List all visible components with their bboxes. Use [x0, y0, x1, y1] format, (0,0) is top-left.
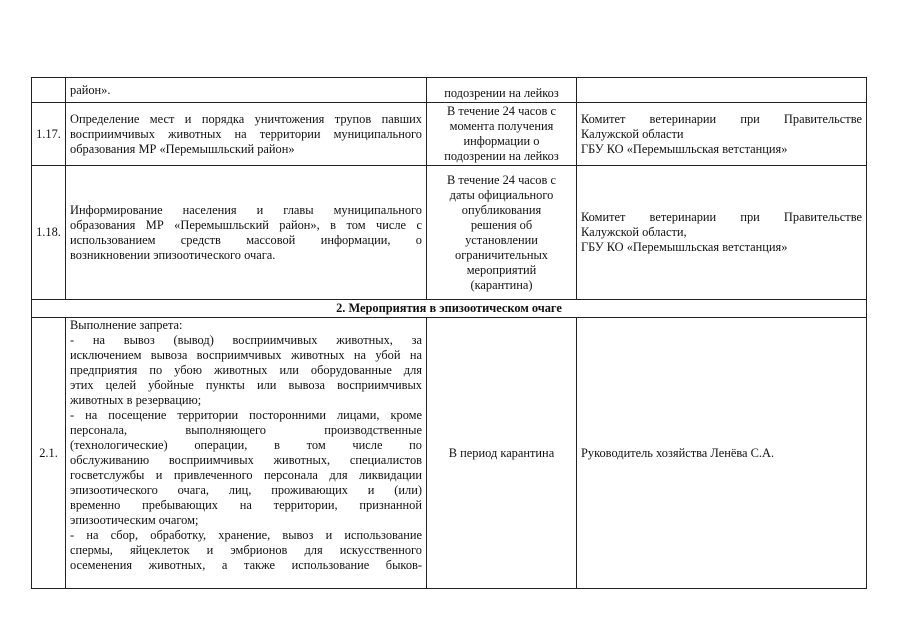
table-row-1-18 — [32, 166, 867, 300]
action-line: обслуживанию восприимчивых животных, специалистов — [70, 453, 422, 467]
action-line: Определение мест и порядка уничтожения трупов павших — [70, 111, 422, 126]
action-line: этих целей убойные пункты или вывоза восприимчивых — [70, 378, 422, 392]
veterinary-measures-table — [31, 77, 867, 589]
section-heading-row — [32, 300, 867, 318]
term-cell: В период карантина — [427, 318, 577, 589]
action-line: (технологические) операции, в том числе по — [70, 438, 422, 452]
action-line: - на посещение территории посторонними лицами, кроме — [70, 408, 422, 422]
responsible-line: ГБУ КО «Перемышльская ветстанция» — [581, 141, 788, 156]
section-title: 2. Мероприятия в эпизоотическом очаге — [32, 300, 867, 318]
action-line: предприятия по убою животных или оборудованные для — [70, 363, 422, 377]
term-line: момента получения — [449, 119, 554, 133]
term-line: подозрении на лейкоз — [444, 149, 559, 163]
row-number: 1.17. — [32, 103, 66, 166]
responsible-line: ГБУ КО «Перемышльская ветстанция» — [581, 240, 788, 254]
row-number: 2.1. — [32, 318, 66, 589]
action-line: возникновении эпизоотического очага. — [70, 247, 276, 262]
action-line: Выполнение запрета: — [70, 318, 183, 332]
term-line: опубликования — [461, 202, 542, 217]
term-line: информации о — [463, 134, 540, 148]
action-line: спермы, яйцеклеток и эмбрионов для искусственного — [70, 543, 422, 557]
action-line: исключением вывоза восприимчивых животных на убой на — [70, 348, 422, 362]
action-line: осеменения животных, а также использование быков- — [70, 558, 422, 572]
responsible-cell — [577, 166, 867, 300]
responsible-line: Калужской области — [581, 126, 684, 141]
action-line: использованием средств массовой информации, о — [70, 232, 422, 247]
responsible-cell: Руководитель хозяйства Ленёва С.А. — [577, 318, 867, 589]
action-cell: район». — [66, 78, 427, 103]
action-line: персонала, выполняющего производственные — [70, 423, 422, 437]
responsible-line: Комитет ветеринарии при Правительстве — [581, 111, 862, 126]
action-line: - на вывоз (вывод) восприимчивых животных, за — [70, 333, 422, 347]
action-line: образования МР «Перемышльский район», в том числе с — [70, 217, 422, 232]
term-line: мероприятий — [466, 262, 537, 277]
row-number — [32, 78, 66, 103]
action-line: временно пребывающих на территории, признанной — [70, 498, 422, 512]
term-line: В течение 24 часов с — [447, 104, 556, 118]
term-line: решения об — [470, 217, 533, 232]
action-line: эпизоотическим очагом; — [70, 513, 199, 527]
term-cell — [427, 103, 577, 166]
responsible-line: Калужской области, — [581, 225, 687, 239]
term-line: (карантина) — [470, 277, 533, 292]
action-line: Информирование населения и главы муниципального — [70, 202, 422, 217]
action-cell — [66, 103, 427, 166]
row-number: 1.18. — [32, 166, 66, 300]
term-cell — [427, 166, 577, 300]
action-line: - на сбор, обработку, хранение, вывоз и использование — [70, 528, 422, 542]
action-line: эпизоотического очага, лиц, проживающих и (или) — [70, 483, 422, 497]
action-line: госветслужбы и привлеченного персонала для ликвидации — [70, 468, 422, 482]
action-line: образования МР «Перемышльский район» — [70, 141, 295, 156]
responsible-line: Комитет ветеринарии при Правительстве — [581, 210, 862, 224]
term-cell: подозрении на лейкоз — [427, 78, 577, 103]
action-line: восприимчивых животных на территории муниципального — [70, 126, 422, 141]
term-line: установлении — [465, 232, 538, 247]
action-cell — [66, 166, 427, 300]
responsible-cell — [577, 78, 867, 103]
term-line: В течение 24 часов с — [447, 172, 556, 187]
responsible-cell — [577, 103, 867, 166]
table-row-1-17 — [32, 103, 867, 166]
action-cell — [66, 318, 427, 589]
table-row-continuation — [32, 78, 867, 103]
term-line: ограничительных — [455, 247, 548, 262]
term-line: даты официального — [449, 187, 554, 202]
action-line: животных в резервацию; — [70, 393, 202, 407]
table-row-2-1 — [32, 318, 867, 589]
